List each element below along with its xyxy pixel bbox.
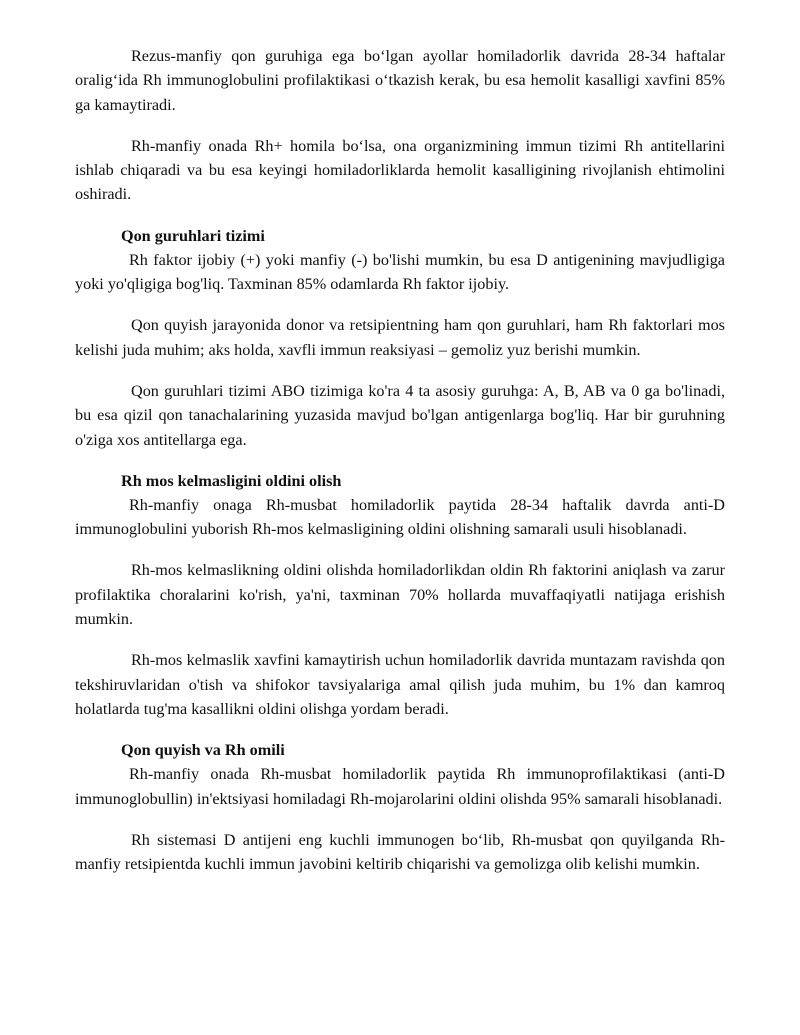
paragraph-transfusion-rh-1: Rh-manfiy onada Rh-musbat homiladorlik paytida Rh immunoprofilaktikasi (anti-D immunoglobullin) in'ektsiyasi homiladagi Rh-mojarolarini oldini olishda 95% samarali hisoblanadi. — [75, 765, 725, 808]
paragraph-blood-groups-3: Qon guruhlari tizimi ABO tizimiga ko'ra 4 ta asosiy guruhga: A, B, AB va 0 ga bo'linadi, bu esa qizil qon tanachalarining yuzasida mavjud bo'lgan antigenlarga bog'liq. Har bir guruhning o'ziga xos antitellarga ega. — [75, 381, 725, 449]
section-heading-transfusion-rh: Qon quyish va Rh omili — [121, 741, 285, 760]
section-heading-blood-groups: Qon guruhlari tizimi — [121, 226, 265, 245]
paragraph-rh-prevention-1: Rh-manfiy onaga Rh-musbat homiladorlik paytida 28-34 haftalik davrda anti-D immunoglobulini yuborish Rh-mos kelmasligining oldini olishning samarali usuli hisoblanadi. — [75, 495, 725, 539]
paragraph-intro-1: Rezus-manfiy qon guruhiga ega bo‘lgan ayollar homiladorlik davrida 28-34 haftalar oralig‘ida Rh immunoglobulini profilaktikasi o‘tkazish kerak, bu esa hemolit kasalligi xavfini 85% ga kamaytiradi. — [75, 47, 725, 114]
section-heading-rh-prevention: Rh mos kelmasligini oldini olish — [121, 471, 342, 490]
paragraph-intro-2: Rh-manfiy onada Rh+ homila bo‘lsa, ona organizmining immun tizimi Rh antitellarini ishlab chiqaradi va bu esa keyingi homiladorliklarda hemolit kasalligining rivojlanish ehtimolini oshiradi. — [75, 136, 725, 204]
paragraph-blood-groups-2: Qon quyish jarayonida donor va retsipientning ham qon guruhlari, ham Rh faktorlari mos kelishi juda muhim; aks holda, xavfli immun reaksiyasi – gemoliz yuz berishi mumkin. — [75, 316, 725, 359]
paragraph-blood-groups-1: Rh faktor ijobiy (+) yoki manfiy (-) bo'lishi mumkin, bu esa D antigenining mavjudligiga yoki yo'qligiga bog'liq. Taxminan 85% odamlarda Rh faktor ijobiy. — [75, 250, 725, 294]
paragraph-rh-prevention-2: Rh-mos kelmaslikning oldini olishda homiladorlikdan oldin Rh faktorini aniqlash va zarur profilaktika choralarini ko'rish, ya'ni, taxminan 70% hollarda muvaffaqiyatli natijaga erishish mumkin. — [75, 561, 725, 629]
paragraph-rh-prevention-3: Rh-mos kelmaslik xavfini kamaytirish uchun homiladorlik davrida muntazam ravishda qon tekshiruvlaridan o'tish va shifokor tavsiyalariga amal qilish juda muhim, bu 1% dan kamroq holatlarda tug'ma kasallikni oldini olishga yordam beradi. — [75, 651, 725, 718]
paragraph-transfusion-rh-2: Rh sistemasi D antijeni eng kuchli immunogen bo‘lib, Rh-musbat qon quyilganda Rh-manfiy retsipientda kuchli immun javobini keltirib chiqarishi va gemolizga olib kelishi mumkin. — [75, 830, 725, 874]
document-page — [75, 44, 725, 893]
